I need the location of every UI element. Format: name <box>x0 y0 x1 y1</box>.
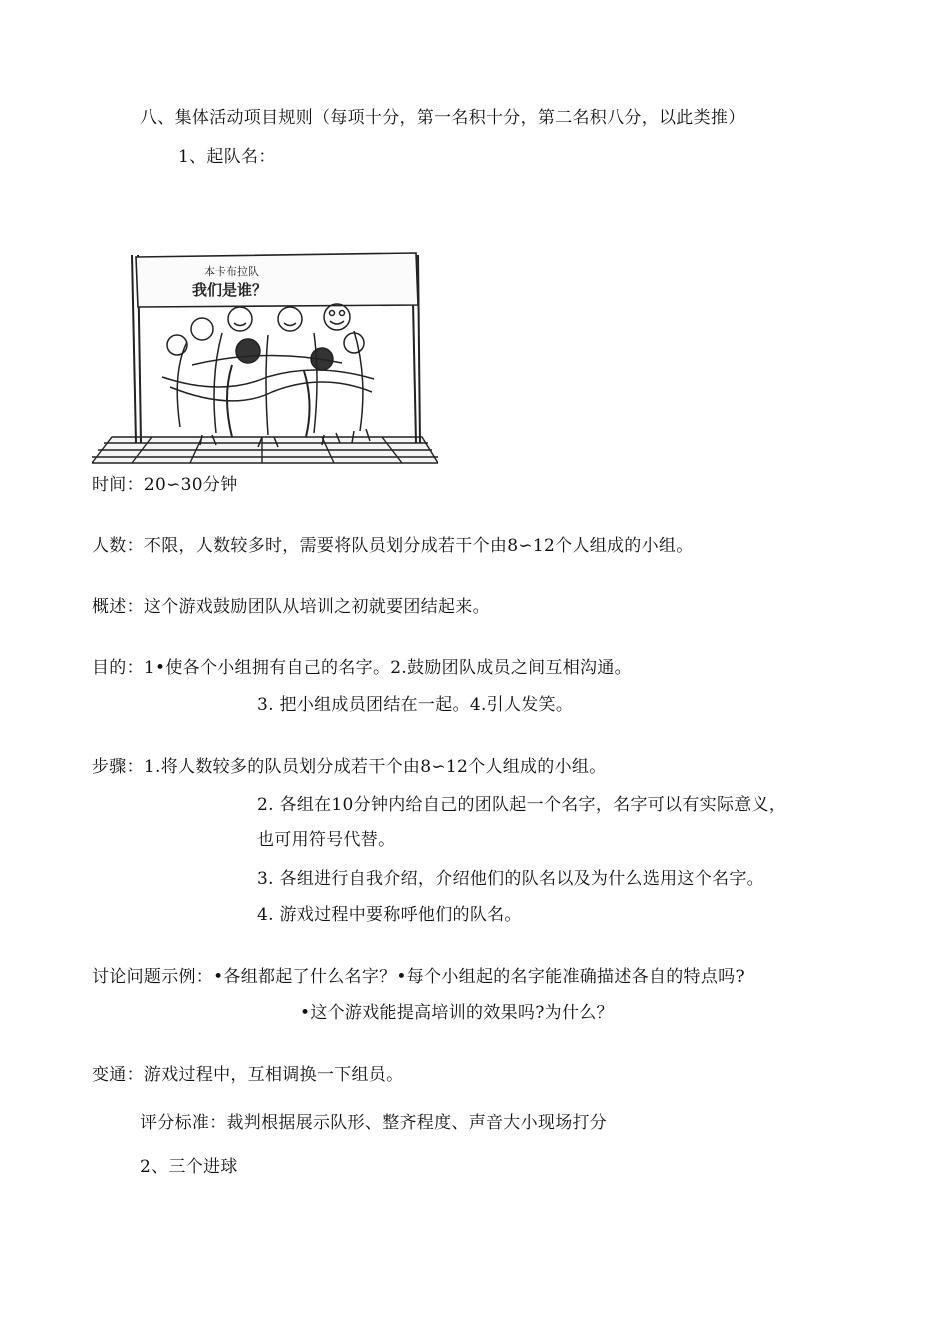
steps-line4: 3. 各组进行自我介绍，介绍他们的队名以及为什么选用这个名字。 <box>257 869 764 889</box>
banner <box>136 253 418 307</box>
scoring-text: 评分标准：裁判根据展示队形、整齐程度、声音大小现场打分 <box>140 1113 608 1133</box>
steps-line3: 也可用符号代替。 <box>257 830 396 850</box>
steps-line1: 步骤：1.将人数较多的队员划分成若干个由8∽12个人组成的小组。 <box>92 757 607 777</box>
team-huddle-illustration <box>92 247 438 469</box>
steps-line2: 2. 各组在10分钟内给自己的团队起一个名字，名字可以有实际意义， <box>257 795 787 815</box>
steps-line5: 4. 游戏过程中要称呼他们的队名。 <box>257 905 522 925</box>
discussion-line2: •这个游戏能提高培训的效果吗?为什么？ <box>300 1003 614 1023</box>
item1-title: 1、起队名： <box>178 147 276 167</box>
time-text: 时间：20∽30分钟 <box>92 475 238 495</box>
variation-text: 变通：游戏过程中，互相调换一下组员。 <box>92 1065 404 1085</box>
section-heading: 八、集体活动项目规则（每项十分，第一名积十分，第二名积八分，以此类推） <box>140 108 746 128</box>
overview-text: 概述：这个游戏鼓励团队从培训之初就要团结起来。 <box>92 597 490 617</box>
goals-line2: 3. 把小组成员团结在一起。4.引人发笑。 <box>257 695 574 715</box>
stage-floor <box>92 437 438 463</box>
people-group <box>162 304 374 447</box>
banner-line2: 我们是谁？ <box>192 281 268 299</box>
goals-line1: 目的：1•使各个小组拥有自己的名字。2.鼓励团队成员之间互相沟通。 <box>92 658 632 678</box>
discussion-line1: 讨论问题示例：•各组都起了什么名字？•每个小组起的名字能准确描述各自的特点吗? <box>92 967 745 987</box>
item2-title: 2、三个进球 <box>140 1157 238 1177</box>
people-text: 人数：不限，人数较多时，需要将队员划分成若干个由8∽12个人组成的小组。 <box>92 536 694 556</box>
banner-line1: 本卡布拉队 <box>204 265 259 278</box>
